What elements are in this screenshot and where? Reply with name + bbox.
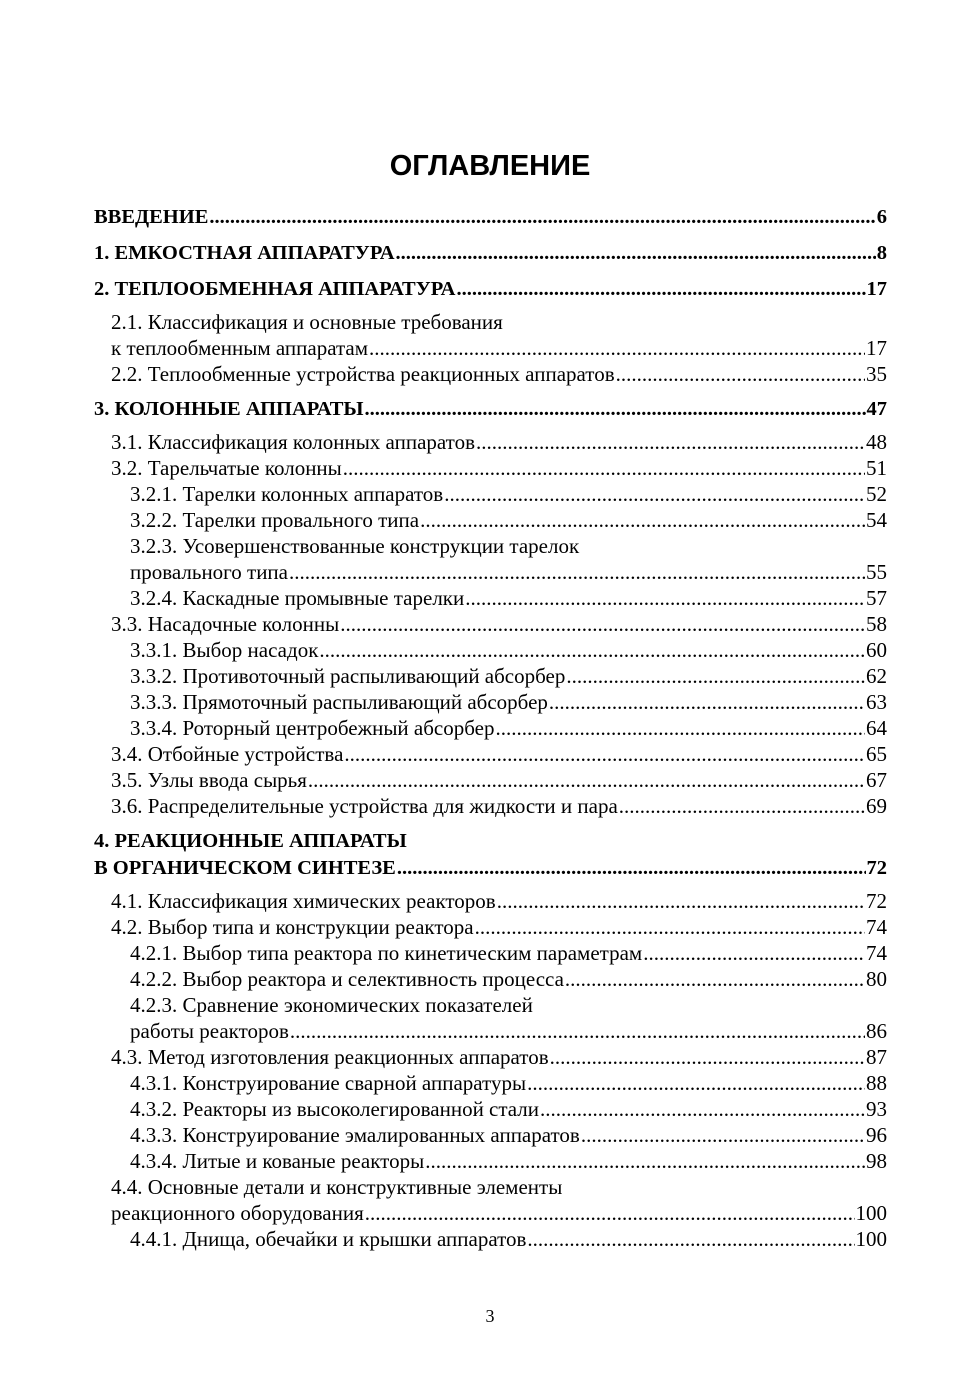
dot-leader bbox=[340, 611, 865, 637]
toc-entry[interactable] bbox=[94, 611, 887, 637]
toc-entry-title: провального типа bbox=[130, 560, 288, 584]
toc-chapter[interactable] bbox=[94, 828, 887, 882]
toc-entry-title: 3.2.4. Каскадные промывные тарелки bbox=[130, 586, 465, 610]
toc-entry-title: 3.6. Распределительные устройства для жидкости и пара bbox=[111, 794, 618, 818]
toc-page-number: 69 bbox=[866, 794, 887, 818]
dot-leader bbox=[476, 429, 865, 455]
toc-page-number: 72 bbox=[866, 857, 887, 879]
toc-entry-title: 4.2.2. Выбор реактора и селективность процесса bbox=[130, 967, 564, 991]
dot-leader bbox=[566, 663, 865, 689]
toc-page-number: 87 bbox=[866, 1045, 887, 1069]
toc-entry[interactable] bbox=[94, 455, 887, 481]
toc-entry[interactable] bbox=[94, 533, 887, 585]
toc-entry[interactable] bbox=[94, 888, 887, 914]
toc-entry-title: 4.2.1. Выбор типа реактора по кинетическим параметрам bbox=[130, 941, 643, 965]
toc-entry[interactable] bbox=[94, 966, 887, 992]
dot-leader bbox=[565, 966, 865, 992]
toc-entry-title: 2.2. Теплообменные устройства реакционных аппаратов bbox=[111, 362, 615, 386]
toc-entry-title: 3.5. Узлы ввода сырья bbox=[111, 768, 307, 792]
dot-leader bbox=[289, 559, 865, 585]
toc-page-number: 74 bbox=[866, 941, 887, 965]
dot-leader bbox=[396, 240, 876, 267]
toc-page-number: 64 bbox=[866, 716, 887, 740]
toc-page-number: 63 bbox=[866, 690, 887, 714]
toc-chapter[interactable] bbox=[94, 240, 887, 267]
toc-entry[interactable] bbox=[94, 309, 887, 361]
toc-entry-title: 1. ЕМКОСТНАЯ АППАРАТУРА bbox=[94, 242, 395, 264]
toc-entry-title: 4.4.1. Днища, обечайки и крышки аппаратов bbox=[130, 1227, 527, 1251]
dot-leader bbox=[343, 455, 865, 481]
dot-leader bbox=[319, 637, 865, 663]
toc-page-number: 54 bbox=[866, 508, 887, 532]
toc-entry-title: 4.3.4. Литые и кованые реакторы bbox=[130, 1149, 425, 1173]
page-title: ОГЛАВЛЕНИЕ bbox=[389, 150, 591, 182]
toc-page-number: 35 bbox=[866, 362, 887, 386]
toc-entry[interactable] bbox=[94, 585, 887, 611]
toc-entry-title: 4. РЕАКЦИОННЫЕ АППАРАТЫ bbox=[94, 830, 407, 852]
toc-page-number: 100 bbox=[855, 1201, 887, 1225]
toc-entry-title: работы реакторов bbox=[130, 1019, 289, 1043]
toc-entry-title: 4.3.1. Конструирование сварной аппаратуры bbox=[130, 1071, 527, 1095]
dot-leader bbox=[444, 481, 865, 507]
toc-page-number: 62 bbox=[866, 664, 887, 688]
toc-entry[interactable] bbox=[94, 1070, 887, 1096]
toc-page-number: 55 bbox=[866, 560, 887, 584]
toc-page-number: 72 bbox=[866, 889, 887, 913]
toc-entry-title: 4.4. Основные детали и конструктивные элементы bbox=[111, 1175, 563, 1199]
page-number: 3 bbox=[485, 1306, 495, 1326]
toc-entry[interactable] bbox=[94, 1096, 887, 1122]
toc-page-number: 98 bbox=[866, 1149, 887, 1173]
dot-leader bbox=[420, 507, 865, 533]
dot-leader bbox=[365, 1200, 855, 1226]
dot-leader bbox=[344, 741, 865, 767]
toc-page-number: 86 bbox=[866, 1019, 887, 1043]
toc-entry[interactable] bbox=[94, 1122, 887, 1148]
toc-page-number: 8 bbox=[876, 242, 887, 264]
toc-entry-title: 3.2. Тарельчатые колонны bbox=[111, 456, 342, 480]
dot-leader bbox=[456, 276, 865, 303]
toc-entry[interactable] bbox=[94, 741, 887, 767]
toc-entry[interactable] bbox=[94, 1044, 887, 1070]
toc-entry[interactable] bbox=[94, 914, 887, 940]
toc-entry[interactable] bbox=[94, 793, 887, 819]
toc-entry[interactable] bbox=[94, 1226, 887, 1252]
toc-entry[interactable] bbox=[94, 429, 887, 455]
toc-chapter[interactable] bbox=[94, 396, 887, 423]
dot-leader bbox=[643, 940, 865, 966]
toc-page-number: 57 bbox=[866, 586, 887, 610]
dot-leader bbox=[425, 1148, 865, 1174]
toc-entry-title: реакционного оборудования bbox=[111, 1201, 364, 1225]
toc-page-number: 67 bbox=[866, 768, 887, 792]
toc-page-number: 47 bbox=[866, 398, 887, 420]
toc-page-number: 52 bbox=[866, 482, 887, 506]
toc-page-number: 60 bbox=[866, 638, 887, 662]
toc-entry-title: 4.2. Выбор типа и конструкции реактора bbox=[111, 915, 474, 939]
dot-leader bbox=[475, 914, 865, 940]
dot-leader bbox=[290, 1018, 865, 1044]
toc-entry[interactable] bbox=[94, 940, 887, 966]
toc-page-number: 93 bbox=[866, 1097, 887, 1121]
toc-page-number: 96 bbox=[866, 1123, 887, 1147]
toc-entry-title: 4.1. Классификация химических реакторов bbox=[111, 889, 496, 913]
dot-leader bbox=[581, 1122, 865, 1148]
dot-leader bbox=[616, 361, 865, 387]
toc-entry-title: к теплообменным аппаратам bbox=[111, 336, 369, 360]
toc-entry[interactable] bbox=[94, 663, 887, 689]
toc-entry-title: 2. ТЕПЛООБМЕННАЯ АППАРАТУРА bbox=[94, 278, 456, 300]
toc-entry[interactable] bbox=[94, 767, 887, 793]
toc-entry[interactable] bbox=[94, 507, 887, 533]
toc-entry-title: ВВЕДЕНИЕ bbox=[94, 206, 209, 228]
toc-entry-title: В ОРГАНИЧЕСКОМ СИНТЕЗЕ bbox=[94, 857, 396, 879]
toc-entry[interactable] bbox=[94, 481, 887, 507]
dot-leader bbox=[495, 715, 865, 741]
table-of-contents bbox=[94, 204, 887, 1252]
toc-page-number: 80 bbox=[866, 967, 887, 991]
toc-entry[interactable] bbox=[94, 992, 887, 1044]
dot-leader bbox=[550, 1044, 865, 1070]
dot-leader bbox=[365, 396, 866, 423]
dot-leader bbox=[549, 689, 865, 715]
toc-entry-title: 3.3.1. Выбор насадок bbox=[130, 638, 319, 662]
toc-page-number: 100 bbox=[855, 1227, 887, 1251]
dot-leader bbox=[397, 855, 866, 882]
dot-leader bbox=[369, 335, 865, 361]
toc-chapter[interactable] bbox=[94, 276, 887, 303]
toc-entry[interactable] bbox=[94, 715, 887, 741]
toc-page-number: 74 bbox=[866, 915, 887, 939]
toc-entry-title: 4.3. Метод изготовления реакционных аппаратов bbox=[111, 1045, 549, 1069]
toc-entry-title: 4.3.3. Конструирование эмалированных аппаратов bbox=[130, 1123, 580, 1147]
toc-page-number: 58 bbox=[866, 612, 887, 636]
dot-leader bbox=[209, 204, 875, 231]
toc-entry-title: 3.2.1. Тарелки колонных аппаратов bbox=[130, 482, 444, 506]
toc-entry-title: 3.3.4. Роторный центробежный абсорбер bbox=[130, 716, 495, 740]
dot-leader bbox=[465, 585, 865, 611]
toc-entry[interactable] bbox=[94, 637, 887, 663]
toc-entry-title: 3.3.3. Прямоточный распыливающий абсорбер bbox=[130, 690, 548, 714]
toc-entry-title: 3.2.3. Усовершенствованные конструкции тарелок bbox=[130, 534, 580, 558]
toc-page-number: 65 bbox=[866, 742, 887, 766]
toc-chapter[interactable] bbox=[94, 204, 887, 231]
toc-entry-title: 4.3.2. Реакторы из высоколегированной стали bbox=[130, 1097, 540, 1121]
toc-entry-title: 3. КОЛОННЫЕ АППАРАТЫ bbox=[94, 398, 364, 420]
toc-entry-title: 3.1. Классификация колонных аппаратов bbox=[111, 430, 475, 454]
dot-leader bbox=[619, 793, 865, 819]
dot-leader bbox=[527, 1226, 854, 1252]
toc-page-number: 88 bbox=[866, 1071, 887, 1095]
toc-page-number: 51 bbox=[866, 456, 887, 480]
toc-entry[interactable] bbox=[94, 361, 887, 387]
toc-entry-title: 3.3. Насадочные колонны bbox=[111, 612, 340, 636]
toc-entry[interactable] bbox=[94, 689, 887, 715]
dot-leader bbox=[497, 888, 865, 914]
toc-entry-title: 3.2.2. Тарелки провального типа bbox=[130, 508, 420, 532]
toc-entry-title: 3.4. Отбойные устройства bbox=[111, 742, 344, 766]
toc-page-number: 17 bbox=[866, 336, 887, 360]
toc-entry[interactable] bbox=[94, 1174, 887, 1226]
dot-leader bbox=[527, 1070, 865, 1096]
dot-leader bbox=[308, 767, 865, 793]
toc-entry-title: 2.1. Классификация и основные требования bbox=[111, 310, 503, 334]
toc-page-number: 17 bbox=[866, 278, 887, 300]
toc-entry-title: 3.3.2. Противоточный распыливающий абсорбер bbox=[130, 664, 566, 688]
toc-page-number: 6 bbox=[876, 206, 887, 228]
toc-entry-title: 4.2.3. Сравнение экономических показателей bbox=[130, 993, 533, 1017]
toc-page-number: 48 bbox=[866, 430, 887, 454]
dot-leader bbox=[540, 1096, 865, 1122]
toc-entry[interactable] bbox=[94, 1148, 887, 1174]
